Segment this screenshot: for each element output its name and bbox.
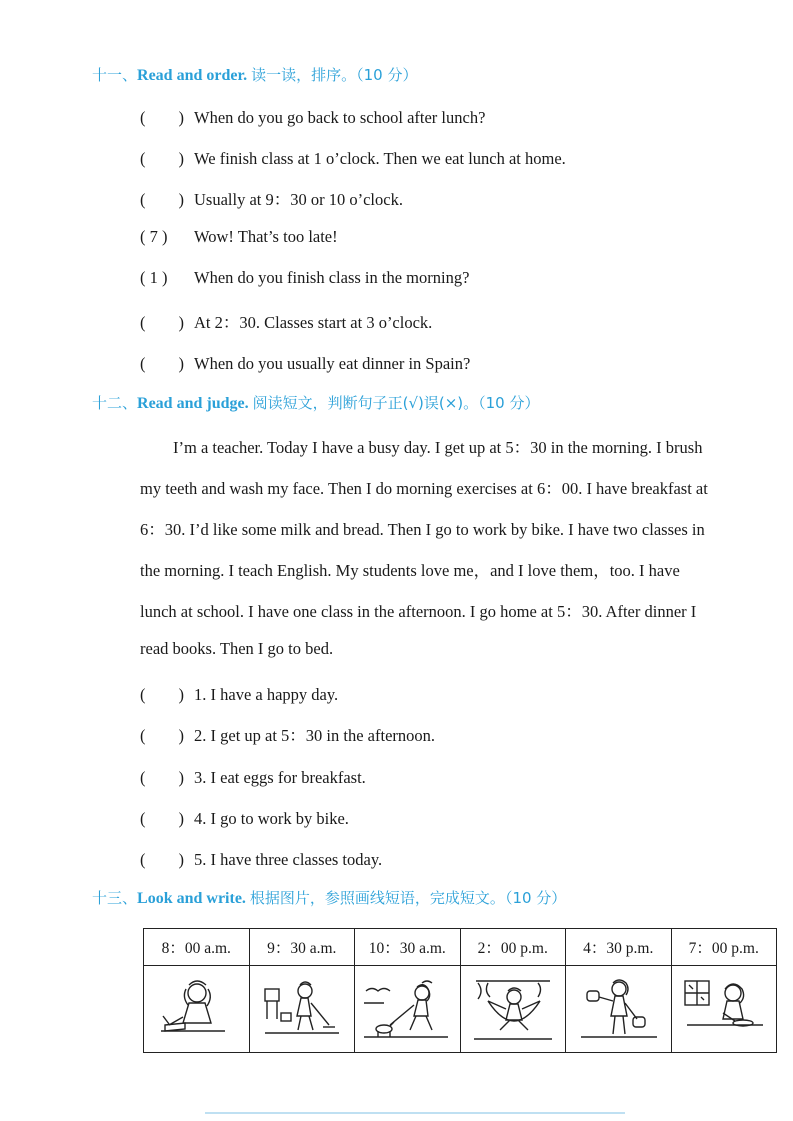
schedule-time-cell: 4：30 p.m. — [566, 929, 672, 966]
answer-blank[interactable]: ( ) — [140, 313, 184, 332]
schedule-picture-cell — [566, 966, 672, 1053]
footer-divider — [205, 1112, 625, 1114]
answer-blank[interactable]: ( ) — [140, 190, 184, 209]
order-item-text: We finish class at 1 o’clock. Then we eat lunch at home. — [194, 149, 566, 168]
section-11-heading — [92, 64, 417, 85]
judge-item — [140, 722, 435, 746]
answer-blank[interactable]: ( 7 ) — [140, 227, 168, 246]
order-item-text: At 2：30. Classes start at 3 o’clock. — [194, 313, 433, 332]
order-item-text: When do you go back to school after lunch? — [194, 108, 486, 127]
order-item — [140, 309, 432, 333]
passage-line: the morning. I teach English. My students love me，and I love them，too. I have — [140, 561, 680, 580]
passage-line: 6：30. I’d like some milk and bread. Then I go to work by bike. I have two classes in — [140, 520, 705, 539]
schedule-time-cell: 2：00 p.m. — [460, 929, 566, 966]
girl-eating-dinner-icon — [679, 973, 769, 1045]
schedule-picture-cell — [671, 966, 777, 1053]
answer-blank[interactable]: ( ) — [140, 768, 184, 787]
section-title-en: Read and order. — [137, 67, 248, 84]
section-number: 十一、 — [92, 66, 138, 84]
judge-item-text: 4. I go to work by bike. — [194, 809, 349, 828]
judge-item — [140, 805, 349, 829]
answer-blank[interactable]: ( ) — [140, 726, 184, 745]
answer-blank[interactable]: ( 1 ) — [140, 268, 168, 287]
section-title-zh: 根据图片，参照画线短语，完成短文。 — [249, 889, 505, 907]
judge-item — [140, 681, 338, 705]
section-title-en: Look and write. — [137, 890, 246, 907]
section-score: （10 分） — [356, 66, 418, 84]
passage-line: lunch at school. I have one class in the afternoon. I go home at 5：30. After dinner I — [140, 602, 697, 621]
schedule-picture-cell — [355, 966, 461, 1053]
section-title-zh: 阅读短文，判断句子正(√)误(×)。 — [252, 394, 479, 412]
section-13-heading — [92, 887, 566, 908]
section-number: 十二、 — [92, 394, 138, 412]
section-number: 十三、 — [92, 889, 138, 907]
schedule-picture-cell — [460, 966, 566, 1053]
schedule-time-cell: 9：30 a.m. — [249, 929, 355, 966]
section-12-heading — [92, 392, 540, 413]
answer-blank[interactable]: ( ) — [140, 809, 184, 828]
order-item — [140, 104, 485, 128]
schedule-table — [143, 928, 777, 1053]
order-item-text: When do you finish class in the morning? — [194, 268, 470, 287]
schedule-picture-cell — [249, 966, 355, 1053]
answer-blank[interactable]: ( ) — [140, 354, 184, 373]
answer-blank[interactable]: ( ) — [140, 685, 184, 704]
judge-item-text: 5. I have three classes today. — [194, 850, 383, 869]
judge-item — [140, 764, 366, 788]
schedule-time-cell: 8：00 a.m. — [144, 929, 250, 966]
schedule-time-cell: 10：30 a.m. — [355, 929, 461, 966]
girl-walking-dog-icon — [362, 973, 452, 1045]
answer-blank[interactable]: ( ) — [140, 850, 184, 869]
schedule-picture-cell — [144, 966, 250, 1053]
answer-blank[interactable]: ( ) — [140, 149, 184, 168]
order-item — [140, 350, 470, 374]
order-item-text: When do you usually eat dinner in Spain? — [194, 354, 471, 373]
order-item — [140, 145, 566, 169]
judge-item-text: 3. I eat eggs for breakfast. — [194, 768, 366, 787]
section-score: （10 分） — [478, 394, 540, 412]
schedule-time-cell: 7：00 p.m. — [671, 929, 777, 966]
judge-item-text: 1. I have a happy day. — [194, 685, 339, 704]
order-item — [140, 227, 338, 247]
order-item-text: Usually at 9：30 or 10 o’clock. — [194, 190, 403, 209]
judge-item-text: 2. I get up at 5：30 in the afternoon. — [194, 726, 436, 745]
schedule-picture-row — [144, 966, 777, 1053]
order-item — [140, 186, 403, 210]
section-title-zh: 读一读，排序。 — [251, 66, 357, 84]
judge-item — [140, 846, 382, 870]
order-item-text: Wow! That’s too late! — [194, 227, 338, 246]
girl-cleaning-room-icon — [257, 973, 347, 1045]
passage-line: my teeth and wash my face. Then I do morning exercises at 6：00. I have breakfast at — [140, 479, 708, 498]
passage-line: I’m a teacher. Today I have a busy day. I get up at 5：30 in the morning. I brush — [173, 438, 703, 457]
girl-exercising-dumbbells-icon — [573, 973, 663, 1045]
section-title-en: Read and judge. — [137, 395, 249, 412]
passage-line: read books. Then I go to bed. — [140, 639, 334, 658]
order-item — [140, 268, 469, 288]
answer-blank[interactable]: ( ) — [140, 108, 184, 127]
girl-jumping-rope-icon — [468, 973, 558, 1045]
schedule-time-row — [144, 929, 777, 966]
section-score: （10 分） — [504, 889, 567, 907]
girl-writing-homework-icon — [151, 973, 241, 1045]
